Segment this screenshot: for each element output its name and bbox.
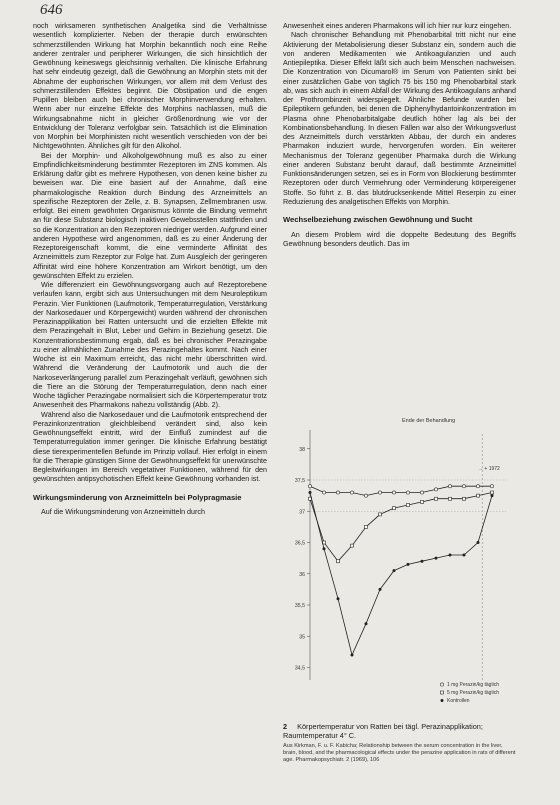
data-point [379,588,382,591]
y-tick-label: 36,5 [294,540,305,547]
figure-source: Aus Kirkman, F. u. F. Kabicha; Relationship between the serum concentration in the liver, brain, blood, and the pharmacological effects under the perazine application in rats of different age. Pharmakopsychiatr. 2 (1969), 106 [283,743,516,764]
data-point [350,491,353,494]
data-point [365,525,368,528]
data-point [476,485,479,488]
data-point [393,569,396,572]
data-point [392,491,395,494]
y-tick-label: 34,5 [294,665,305,672]
data-point [490,485,493,488]
data-point [435,557,438,560]
right-paragraph-1: Anwesenheit eines anderen Pharmakons will ich hier nur kurz eingehen. [283,22,512,30]
left-paragraph-4: Während also die Narkosedauer und die Laufmotorik entsprechend der Perazinkonzentration gleichbleibend verändert sind, also kein Gewöhnungseffekt eintritt, wird der Einfluß zumindest auf die Temperaturregulation immer geringer. Die klinische Erfahrung bestätigt diese tierexperimentellen Befunde im Prinzip vollauf. Hier erfolgt in einem für die Therapie günstigen Sinne der Gewöhnungseffekt für unerwünschte Begleitwirkungen im Bereich vegetativer Funktionen, während für den gewünschten antipsychotischen Effekt keine Gewöhnung vorhanden ist. [33,410,267,484]
left-after-heading: Auf die Wirkungsminderung von Arzneimitteln durch [41,508,205,516]
data-point [407,563,410,566]
data-point [322,491,325,494]
data-point [323,547,326,550]
data-point [463,497,466,500]
data-point [308,485,311,488]
data-point [491,491,494,494]
data-point [421,560,424,563]
figure-caption-text: Körpertemperatur von Ratten bei tägl. Perazinapplikation; Raumtemperatur 4° C. [283,722,483,741]
page-number: 646 [40,2,63,18]
data-point [491,494,494,497]
legend-marker [441,699,444,702]
y-tick-label: 35,5 [294,603,305,609]
data-point [449,554,452,557]
legend-label: 1 mg Perazin/kg täglich [447,682,499,688]
data-point [477,494,480,497]
data-point [434,488,437,491]
legend-label: 5 mg Perazin/kg täglich [447,690,499,696]
data-point [337,560,340,563]
right-paragraph-2: Nach chronischer Behandlung mit Phenobarbital tritt nicht nur eine Aktivierung der Metabolisierung dieser Substanz ein, sondern auch die von anderen Medikamenten wie Antikoagulanzien und auch Antiepileptika. Dieser Effekt läßt sich auch beim Menschen nachweisen. Die Konzentration von Dicumarol® im Serum von Patienten sinkt bei einer zusätzlichen Gabe von täglich 75 bis 150 mg Phenobarbital stark ab, was sich auch in einem Abfall der Wirkung des Antikoagulans anhand der Prothrombinzeit widerspiegelt. Ähnliche Befunde wurden bei Epileptikern gefunden, bei denen die Diphenylhydantoinkonzentration im Plasma ohne Phenobarbitalgabe deutlich höher lag als bei der Kombinationsbehandlung. In diesen Fällen war also der Wirkungsverlust des Arzneimittels durch verstärkten Abbau, der durch ein anderes Pharmakon induziert wurde, hervorgerufen worden. Ein weiterer Mechanismus der Toleranz gegenüber Pharmaka durch die Wirkung einer anderen Substanz beruht darauf, daß bestimmte Arzneimittel Funktionsänderungen setzen, sei es in Form von Blockierung bestimmter Rezeptoren oder durch Vermehrung oder Verminderung körpereigener Stoffe. So führt z. B. das blutdrucksenkende Mittel Reserpin zu einer Reduzierung des analgetischen Effekts von Morphin. [283,31,516,206]
left-paragraph-3: Wie differenziert ein Gewöhnungsvorgang auch auf Rezeptorebene verlaufen kann, ergibt sich aus Untersuchungen mit dem Neuroleptikum Perazin. Vier Funktionen (Laufmotorik, Temperaturregulation, Verstärkung der Narkosedauer und Körpergewicht) wurden während der chronischen Perazinapplikation bei Ratten untersucht und die erzielten Effekte mit dem Perazingehalt in Blut, Leber und Gehirn in Beziehung gesetzt. Die Konzentrationsbestimmung ergab, daß es bei chronischer Perazingabe zu einer allmählichen Zunahme des Perazingehaltes kommt. Nach einer Woche ist ein Maximum erreicht, das nicht mehr überschritten wird. Während die Veränderung der Laufmotorik und auch die der Narkoseverlängerung parallel zum Perazingehalt verläuft, gewöhnen sich die Tiere an die Störung der Temperaturregulation, denn nach einer Woche täglicher Perazingabe normalisiert sich die Körpertemperatur trotz Anwesenheit des Pharmakons nahezu vollständig (Abb. 2). [33,281,267,410]
left-column [33,22,267,517]
data-point [365,622,368,625]
chart-svg [282,410,516,720]
series-line-3 [310,493,492,656]
data-point [463,554,466,557]
left-paragraph-1: noch wirksameren synthetischen Analgetika sind die Verhältnisse wesentlich komplizierter. Neben der therapie durch erwünschten schmerzstillenden Wirkung hat Morphin bekanntlich noch eine Reihe anderer zentraler und peripherer Wirkungen, die sich hinsichtlich der Gewöhnung keineswegs gleichsinnig verhalten. Die klinische Erfahrung hat sehr eindeutig gezeigt, daß die Gewöhnung an Morphin stets mit der Abnahme der euphorischen Wirkungen, vor allem mit dem Verlust des schmerzstillenden Effektes beginnt. Die Obstipation und die engen Pupillen bleiben auch bei chronischer Morphinverwendung erhalten. Wenn aber nur einzelne Effekte des Morphins nachlassen, muß die Wirkungsabnahme nicht in gleicher Größenordnung wie vor der Entwicklung der Toleranz verfolgbar sein. Tatsächlich ist die Elimination von Morphin bei Morphinisten nicht wesentlich verschieden von der bei Nichtgewöhnten. Ähnliches gilt für den Alkohol. [33,22,267,151]
figure-caption [283,722,517,764]
data-point [379,513,382,516]
y-tick-label: 37,5 [294,478,305,484]
y-tick-label: 35 [299,634,305,641]
data-point [393,507,396,510]
data-point [351,654,354,657]
left-section-heading: Wirkungsminderung von Arzneimitteln bei Polypragmasie [33,492,242,502]
y-tick-label: 36 [299,571,305,578]
arrow-label: → + 1972 [478,466,500,472]
data-point [337,597,340,600]
figure-chart [282,410,516,720]
data-point [420,491,423,494]
data-point [309,491,312,494]
figure-number: 2 [283,722,288,731]
data-point [406,491,409,494]
data-point [462,485,465,488]
data-point [448,485,451,488]
data-point [336,491,339,494]
legend-marker [441,691,444,694]
right-after-heading: An diesem Problem wird die doppelte Bedeutung des Begriffs Gewöhnung besonders deutlich. Das im [283,230,516,248]
data-point [435,497,438,500]
data-point [421,500,424,503]
left-paragraph-2: Bei der Morphin- und Alkoholgewöhnung muß es also zu einer Empfindlichkeitsminderung bestimmter Rezeptoren im ZNS kommen. Als Erklärung dafür gibt es mehrere Hypothesen, von denen keine bisher zu beweisen war. Die eine basiert auf der Annahme, daß eine pharmakologische Reaktion durch Bindung des Arzneimittels an spezifische Rezeptoren der Zelle, z. B. Synapsen, Zellmembranen usw. erfolgt. Bei einem gewöhnten Organismus könnte die Bindung vermehrt an für diese Substanz biologisch inaktiven Gewebsstellen stattfinden und so die Konzentration an den Rezeptoren niedriger werden. Aufgrund einer anderen Hypothese wird angenommen, daß es zu einer Änderung der Rezeptoreigenschaft kommt, die eine verminderte Affinität des Arzneimittels zum Rezeptor zur Folge hat. Zum Ausgleich der geringeren Affinität wird eine höhere Konzentration am Wirkort benötigt, um den gewünschten Effekt zu erzielen. [33,151,267,280]
y-tick-label: 37 [299,509,305,516]
data-point [477,541,480,544]
end-of-treatment-label: Ende der Behandlung [402,418,456,424]
data-point [407,504,410,507]
right-section-heading: Wechselbeziehung zwischen Gewöhnung und Sucht [283,215,473,224]
data-point [378,491,381,494]
data-point [364,494,367,497]
data-point [351,544,354,547]
series-line-2 [310,493,492,562]
y-tick-label: 38 [299,446,305,453]
right-column [283,22,516,249]
legend-marker [440,683,443,686]
legend-label: Kontrollen [447,698,470,704]
data-point [449,497,452,500]
